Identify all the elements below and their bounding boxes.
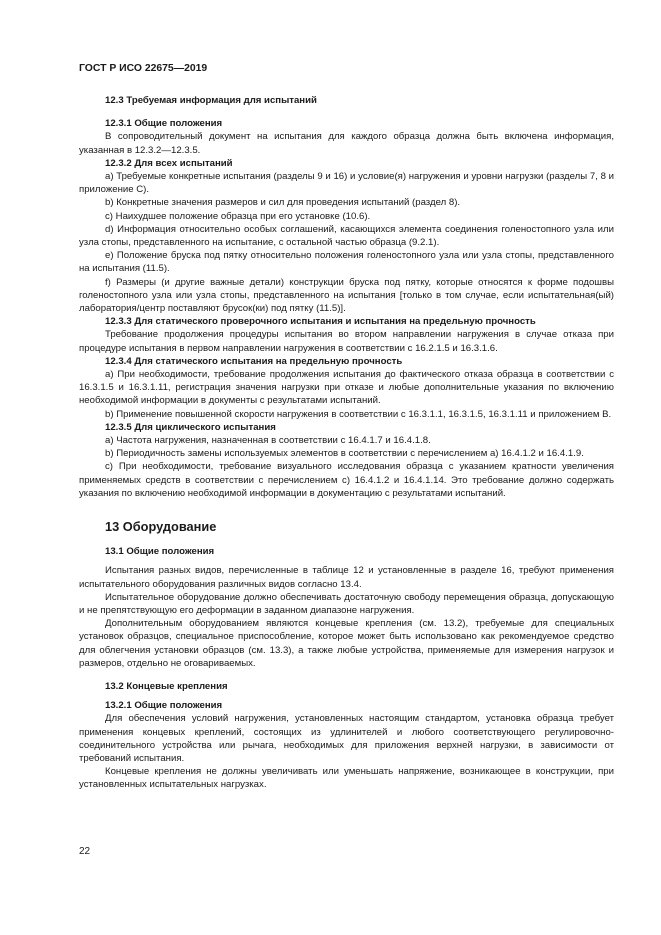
subsection-heading-13-2-1: 13.2.1 Общие положения: [105, 700, 223, 712]
subsection-heading-13-2: 13.2 Концевые крепления: [105, 680, 228, 692]
subsection-heading-13-1: 13.1 Общие положения: [105, 546, 215, 558]
subsection-heading-12-3-3: 12.3.3 Для статического проверочного испытания и испытания на предельную прочность: [105, 316, 536, 328]
subsection-heading-12-3-1: 12.3.1 Общие положения: [105, 118, 223, 130]
subsection-heading-12-3-4: 12.3.4 Для статического испытания на предельную прочность: [105, 355, 403, 367]
list-item: b) Периодичность замены используемых элементов в соответствии с перечислением а) 16.4.1.2 и 16.4.1.9.: [105, 448, 584, 460]
list-item: f) Размеры (и другие важные детали) конструкции бруска под пятку, которые относятся к форме подошвы голеностопного узла или узла стопы, представленного на испытания [только в том случае, если испытательная(ый) лаборатория/центр поставляют брусок(ки) под пятку (11.5)].: [79, 276, 614, 315]
paragraph: В сопроводительный документ на испытания для каждого образца должна быть включена информация, указанная в 12.3.2—12.3.5.: [79, 131, 614, 156]
list-item: c) Наихудшее положение образца при его установке (10.6).: [105, 210, 371, 222]
page-content: [79, 94, 614, 792]
list-item: а) Частота нагружения, назначенная в соответствии с 16.4.1.7 и 16.4.1.8.: [105, 435, 431, 447]
section-heading-12-3: 12.3 Требуемая информация для испытаний: [105, 95, 317, 106]
list-item: d) Информация относительно особых соглашений, касающихся элемента соединения голеностопного узла или узла стопы, представленного на испытание, с остальной частью образца (9.2.1).: [79, 223, 614, 249]
paragraph: Требование продолжения процедуры испытания во втором направлении нагружения в случае отказа при процедуре испытания в первом направлении нагружения в соответствии с 16.2.1.5 и 16.3.1.6.: [79, 329, 614, 354]
paragraph: Испытания разных видов, перечисленные в таблице 12 и установленные в разделе 16, требуют применения испытательного оборудования различных видов согласно 13.4.: [79, 565, 614, 590]
list-item: а) Требуемые конкретные испытания (разделы 9 и 16) и условие(я) нагружения и уровни нагрузки (разделы 7, 8 и приложение С).: [79, 171, 614, 196]
list-item: а) При необходимости, требование продолжения испытания до фактического отказа образца в соответствии с 16.3.1.5 и 16.3.1.11, регистрация значения нагрузки при отказе и любые дополнительные указания по включению необходимой информации в документы с результатами испытаний.: [79, 369, 614, 407]
list-item: e) Положение бруска под пятку относительно положения голеностопного узла или узла стопы, представленного на испытания (11.5).: [79, 250, 614, 275]
section-heading-13: 13 Оборудование: [105, 519, 217, 535]
list-item: c) При необходимости, требование визуального исследования образца с указанием кратности увеличения применяемых средств в соответствии с перечислением с) 16.4.1.2 и 16.4.1.14. Это требование должно содержать указания по включению необходимой информации в документацию с результатами испытаний.: [79, 461, 614, 499]
list-item: b) Применение повышенной скорости нагружения в соответствии с 16.3.1.1, 16.3.1.5, 16.3.1.11 и приложением В.: [105, 408, 612, 420]
paragraph: Испытательное оборудование должно обеспечивать достаточную свободу перемещения образца, допускающую и не препятствующую его деформации в заданном диапазоне нагружения.: [79, 591, 614, 616]
subsection-heading-12-3-5: 12.3.5 Для циклического испытания: [105, 421, 276, 433]
page-number: 22: [79, 846, 91, 857]
paragraph: Для обеспечения условий нагружения, установленных настоящим стандартом, установка образца требует применения концевых креплений, состоящих из удлинителей и любого соответствующего регулировочно-соединительного устройства или рычага, необходимых для приложения верхней нагрузки, в зависимости от требований испытания.: [79, 713, 614, 764]
standard-header: ГОСТ Р ИСО 22675—2019: [79, 63, 208, 74]
paragraph: Концевые крепления не должны увеличивать или уменьшать напряжение, возникающее в конструкции, при установленных испытательных нагрузках.: [79, 766, 614, 791]
subsection-heading-12-3-2: 12.3.2 Для всех испытаний: [105, 157, 233, 169]
paragraph: Дополнительным оборудованием являются концевые крепления (см. 13.2), требуемые для специальных установок образцов, специальное приспособление, которое может быть использовано как рекомендуемое средство для облегчения установки образцов (см. 13.3), а также любые устройства, применяемые для измерения нагрузок и размеров, отдельно не оговариваемых.: [79, 618, 614, 669]
list-item: b) Конкретные значения размеров и сил для проведения испытаний (раздел 8).: [105, 197, 461, 209]
